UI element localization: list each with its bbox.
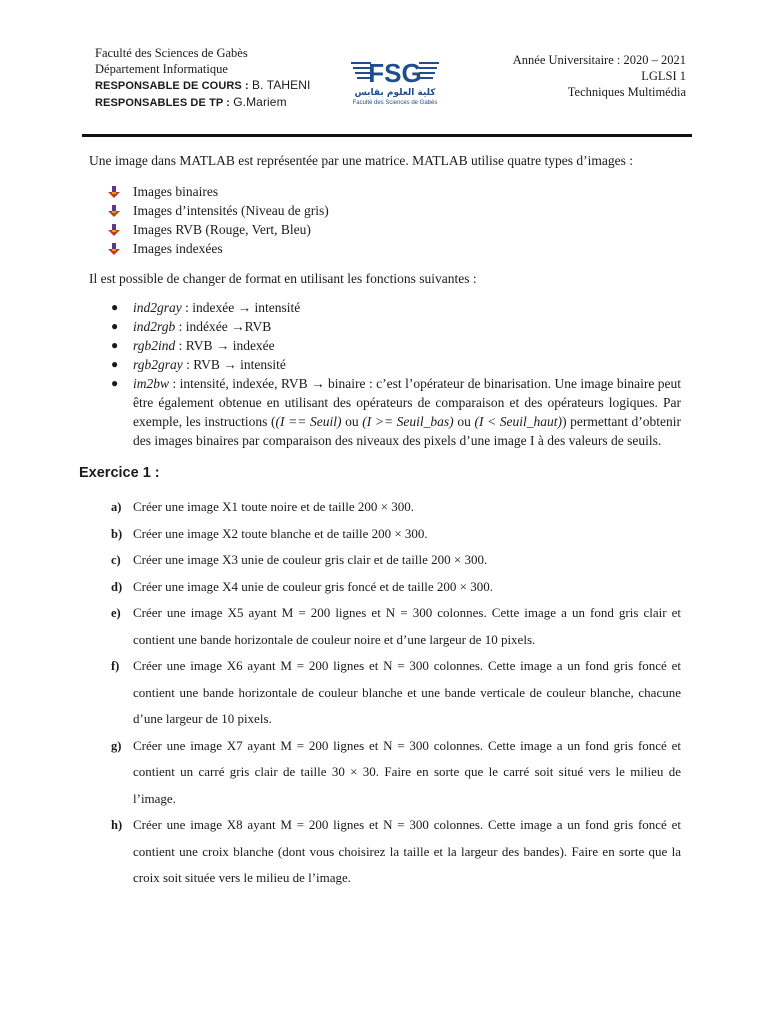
item-label: f) (111, 659, 120, 673)
arrow-bullet-icon (107, 242, 121, 256)
image-types-list (107, 182, 681, 258)
item-text: Créer une image X1 toute noire et de taille 200 × 300. (133, 499, 414, 514)
item-label: c) (111, 553, 121, 567)
list-item (107, 220, 681, 239)
item-label: h) (111, 818, 123, 832)
list-item (111, 600, 681, 653)
list-item (111, 355, 681, 374)
arrow-bullet-icon (107, 223, 121, 237)
class-name: LGLSI 1 (641, 69, 686, 83)
function-name: ind2gray (133, 300, 182, 315)
faculty-name: Faculté des Sciences de Gabès (95, 46, 248, 60)
list-item (111, 574, 681, 601)
image-type-label: Images RVB (Rouge, Vert, Bleu) (133, 221, 311, 237)
function-name: rgb2ind (133, 338, 176, 353)
subject-name: Techniques Multimédia (567, 85, 686, 99)
list-item (111, 374, 681, 450)
exercise-list (111, 494, 681, 892)
format-intro: Il est possible de changer de format en utilisant les fonctions suivantes : (89, 271, 477, 286)
department-name: Département Informatique (95, 62, 228, 76)
header-divider (82, 134, 692, 137)
item-label: e) (111, 606, 121, 620)
list-item (111, 494, 681, 521)
logo-letters: FSG (368, 58, 422, 88)
list-item (107, 182, 681, 201)
bullet-dot-icon: ● (111, 319, 119, 333)
image-type-label: Images binaires (133, 183, 219, 199)
course-value: B. TAHENI (251, 78, 311, 92)
document-body (79, 152, 682, 892)
function-desc: : indéxée →RVB (175, 319, 272, 334)
fsg-logo (345, 52, 445, 108)
header-left (95, 45, 310, 111)
intro-paragraph: Une image dans MATLAB est représentée par une matrice. MATLAB utilise quatre types d’images : (89, 153, 633, 168)
fsg-logo-icon (345, 52, 445, 108)
list-item (111, 298, 681, 317)
bullet-dot-icon: ● (111, 300, 119, 314)
item-text: Créer une image X3 unie de couleur gris clair et de taille 200 × 300. (133, 552, 488, 567)
course-label: RESPONSABLE DE COURS : (95, 80, 249, 92)
function-desc: : RVB → intensité (182, 357, 286, 372)
item-text: Créer une image X7 ayant M = 200 lignes et N = 300 colonnes. Cette image a un fond gris foncé et contient un carré gris clair de taille 30 × 30. Faire en sorte que le carré soit situé vers le milieu de l’image. (133, 737, 681, 806)
logo-caption: Faculté des Sciences de Gabès (352, 100, 438, 106)
item-text: Créer une image X6 ayant M = 200 lignes et N = 300 colonnes. Cette image a un fond gris foncé et contient une bande horizontale de couleur blanche et une bande verticale de couleur blanche, chacune d’une largeur de 10 pixels. (133, 658, 681, 726)
logo-arabic: كلية العلوم بقابس (354, 88, 436, 98)
functions-list (111, 298, 681, 450)
image-type-label: Images indexées (133, 240, 223, 256)
im2bw-description: im2bw : intensité, indexée, RVB → binaire : c’est l’opérateur de binarisation. Une image binaire peut être également obtenue en utilisant des opérateurs de comparaison et des opérateurs logiques. Par exemple, les instructions ((I == Seuil) ou (I >= Seuil_bas) ou (I < Seuil_haut)) permettant d’obtenir des images binaires par comparaison des niveaux des pixels d’une image I à des valeurs de seuils. (133, 376, 682, 448)
list-item (111, 812, 681, 892)
tp-value: G.Mariem (233, 95, 287, 109)
item-label: b) (111, 526, 123, 541)
bullet-dot-icon: ● (111, 338, 119, 352)
list-item (111, 317, 681, 336)
list-item (111, 521, 681, 548)
list-item (107, 239, 681, 258)
bullet-dot-icon: ● (111, 357, 119, 371)
item-label: d) (111, 579, 123, 594)
item-label: g) (111, 738, 122, 753)
item-text: Créer une image X5 ayant M = 200 lignes et N = 300 colonnes. Cette image a un fond gris clair et contient une bande horizontale de couleur noire et d’une largeur de 10 pixels. (133, 605, 681, 647)
image-type-label: Images d’intensités (Niveau de gris) (133, 202, 329, 218)
item-text: Créer une image X8 ayant M = 200 lignes et N = 300 colonnes. Cette image a un fond gris foncé et contient une croix blanche (dont vous choisirez la taille et la largeur des bandes). Faire en sorte que la croix soit située vers le milieu de l’image. (133, 817, 681, 885)
list-item (111, 653, 681, 733)
function-name: ind2rgb (133, 319, 176, 334)
list-item (107, 201, 681, 220)
list-item (111, 733, 681, 813)
item-text: Créer une image X4 unie de couleur gris foncé et de taille 200 × 300. (133, 578, 494, 594)
function-desc: : indexée → intensité (181, 300, 301, 315)
tp-label: RESPONSABLES DE TP : (95, 97, 231, 109)
bullet-dot-icon: ● (111, 376, 119, 390)
course-responsible (95, 77, 310, 94)
arrow-bullet-icon (107, 185, 121, 199)
exercise-title: Exercice 1 : (79, 465, 160, 481)
function-name: im2bw (133, 376, 170, 391)
function-name: rgb2gray (133, 357, 183, 372)
item-text: Créer une image X2 toute blanche et de taille 200 × 300. (133, 525, 428, 541)
arrow-bullet-icon (107, 204, 121, 218)
academic-year: Année Universitaire : 2020 – 2021 (512, 53, 686, 67)
header-right (513, 52, 686, 100)
list-item (111, 336, 681, 355)
tp-responsible (95, 94, 310, 111)
item-label: a) (111, 500, 122, 514)
list-item (111, 547, 681, 574)
function-desc: : RVB → indexée (175, 338, 275, 353)
